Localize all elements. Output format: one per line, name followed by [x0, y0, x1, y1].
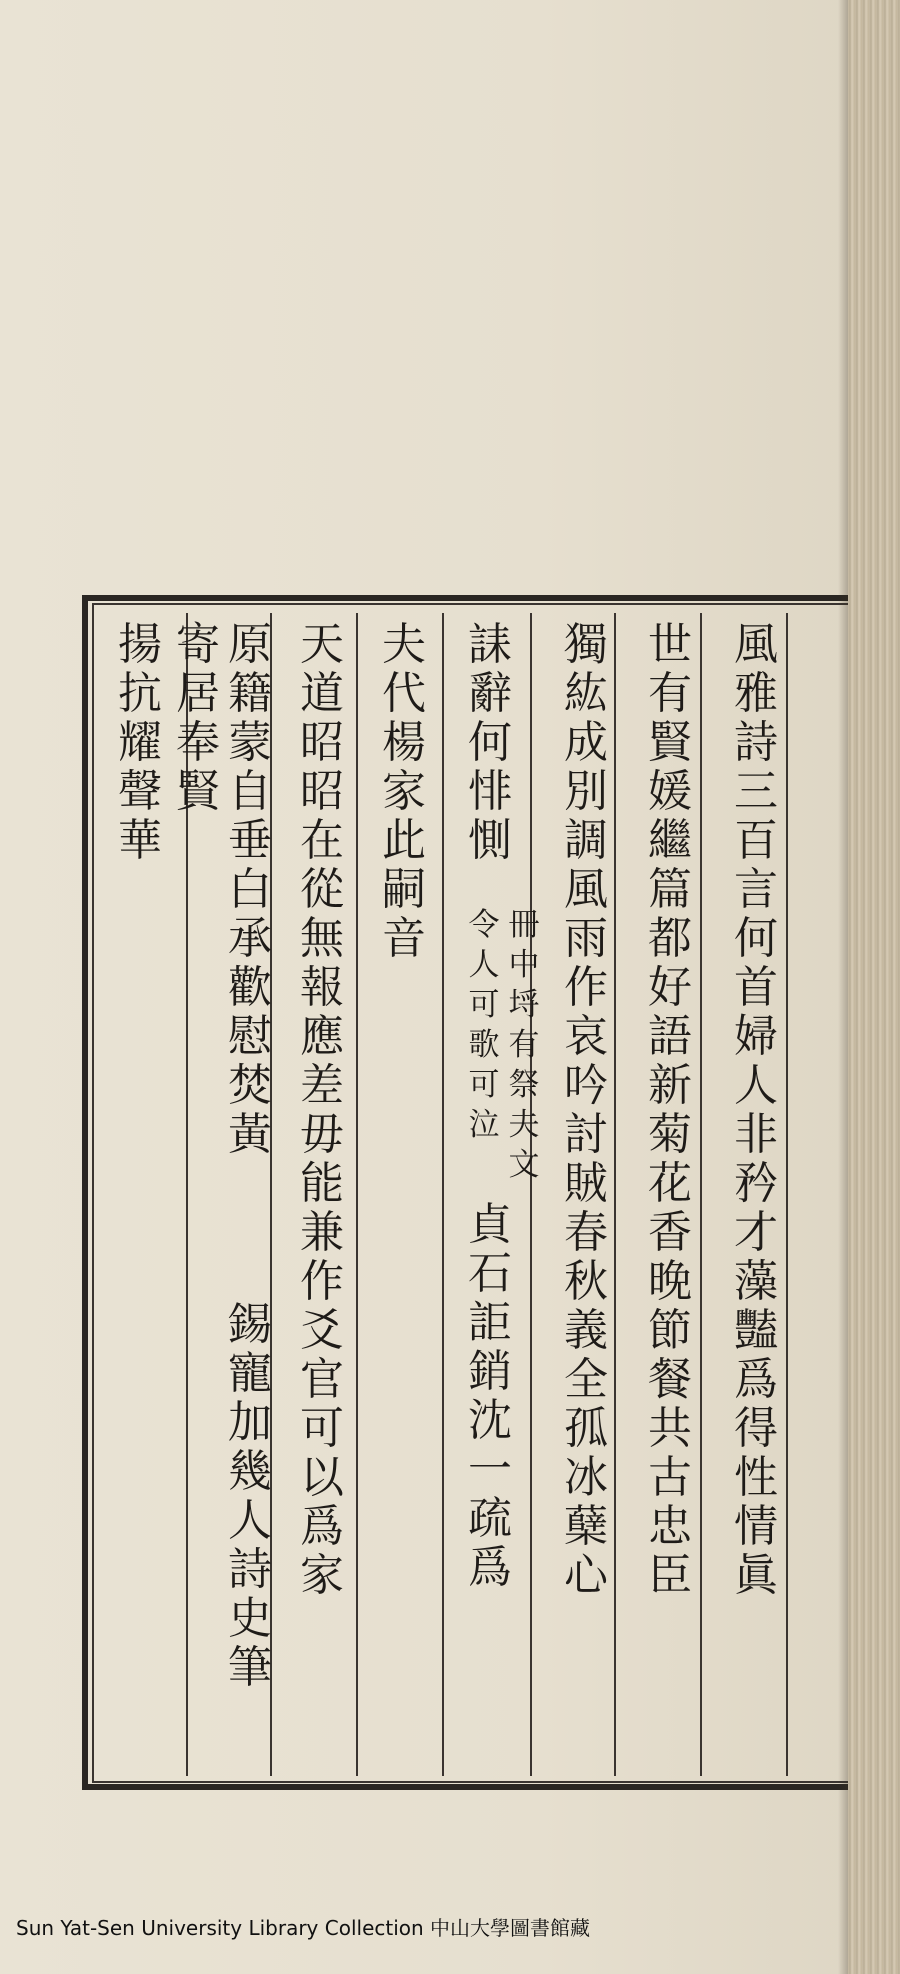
column-rule — [530, 613, 532, 1776]
column-rule — [442, 613, 444, 1776]
annotation-note-1: 冊 中 埒 有 祭 夫 文 — [508, 907, 540, 1183]
column-rule — [700, 613, 702, 1776]
text-column-9: 揚 抗 耀 聲 華 — [118, 619, 162, 866]
column-rule — [786, 613, 788, 1776]
text-column-6: 天 道 昭 昭 在 從 無 報 應 差 毋 能 兼 作 爻 官 可 以 爲 家 — [300, 619, 344, 1601]
annotation-note-2: 令 人 可 歌 可 泣 — [468, 907, 500, 1143]
column-rule — [614, 613, 616, 1776]
text-column-7b: 錫 寵 加 幾 人 詩 史 筆 — [228, 1299, 272, 1693]
text-column-3: 獨 紘 成 別 調 風 雨 作 哀 吟 討 賊 春 秋 義 全 孤 冰 蘖 心 — [564, 619, 608, 1601]
text-column-4b: 貞 石 詎 銷 沈 一 疏 爲 — [468, 1199, 512, 1593]
text-column-1: 風 雅 詩 三 百 言 何 首 婦 人 非 矜 才 藻 豔 爲 得 性 情 眞 — [734, 619, 778, 1601]
text-column-5: 夫 代 楊 家 此 嗣 音 — [382, 619, 426, 964]
text-column-7: 原 籍 蒙 自 垂 白 承 歡 慰 焚 黃 — [228, 619, 272, 1160]
text-column-2: 世 有 賢 媛 繼 篇 都 好 語 新 菊 花 香 晚 節 餐 共 古 忠 臣 — [648, 619, 692, 1601]
column-rule — [356, 613, 358, 1776]
library-caption: Sun Yat-Sen University Library Collection 中山大學圖書館藏 — [16, 1916, 591, 1940]
text-column-4: 誄 辭 何 悱 惻 — [468, 619, 512, 866]
page-edge — [848, 0, 900, 1974]
text-column-8: 寄 居 奉 賢 — [176, 619, 220, 817]
